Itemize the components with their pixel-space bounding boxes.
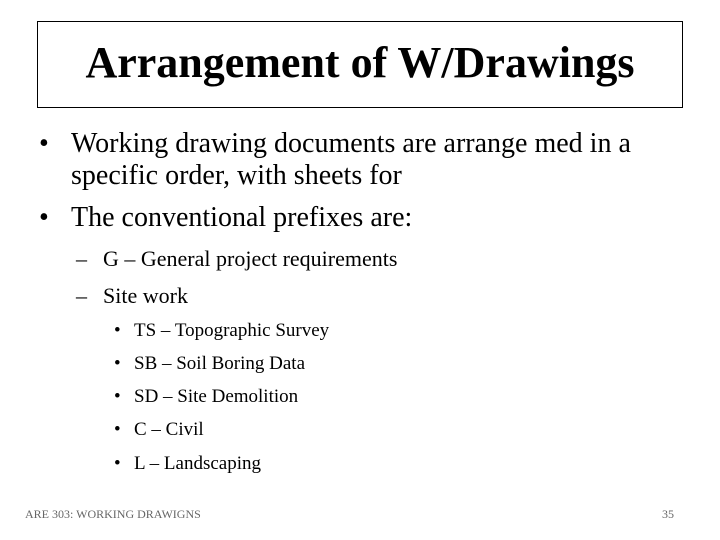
item-marker: • bbox=[114, 386, 121, 407]
bullet-marker: • bbox=[39, 202, 49, 233]
item-marker: • bbox=[114, 453, 121, 474]
title-box bbox=[37, 21, 683, 108]
item-text: TS – Topographic Survey bbox=[134, 320, 330, 341]
slide-title: Arrangement of W/Drawings bbox=[85, 37, 635, 87]
bullet-marker: • bbox=[39, 128, 49, 159]
item-marker: • bbox=[114, 419, 121, 440]
sub-bullet-text: G – General project requirements bbox=[103, 246, 398, 271]
sub-bullet-text: Site work bbox=[103, 283, 188, 308]
item-text: C – Civil bbox=[134, 419, 204, 440]
bullet-text: Working drawing documents are arrange med in a specific order, with sheets for bbox=[71, 128, 631, 191]
item-text: L – Landscaping bbox=[134, 453, 261, 474]
bullet-text: The conventional prefixes are: bbox=[71, 202, 413, 233]
item-text: SB – Soil Boring Data bbox=[134, 353, 306, 374]
item-marker: • bbox=[114, 353, 121, 374]
item-marker: • bbox=[114, 320, 121, 341]
footer-course: ARE 303: WORKING DRAWIGNS bbox=[25, 507, 201, 521]
sub-bullet-marker: – bbox=[76, 283, 87, 308]
item-text: SD – Site Demolition bbox=[134, 386, 299, 407]
sub-bullet-marker: – bbox=[76, 246, 87, 271]
footer-page-number: 35 bbox=[662, 507, 674, 521]
